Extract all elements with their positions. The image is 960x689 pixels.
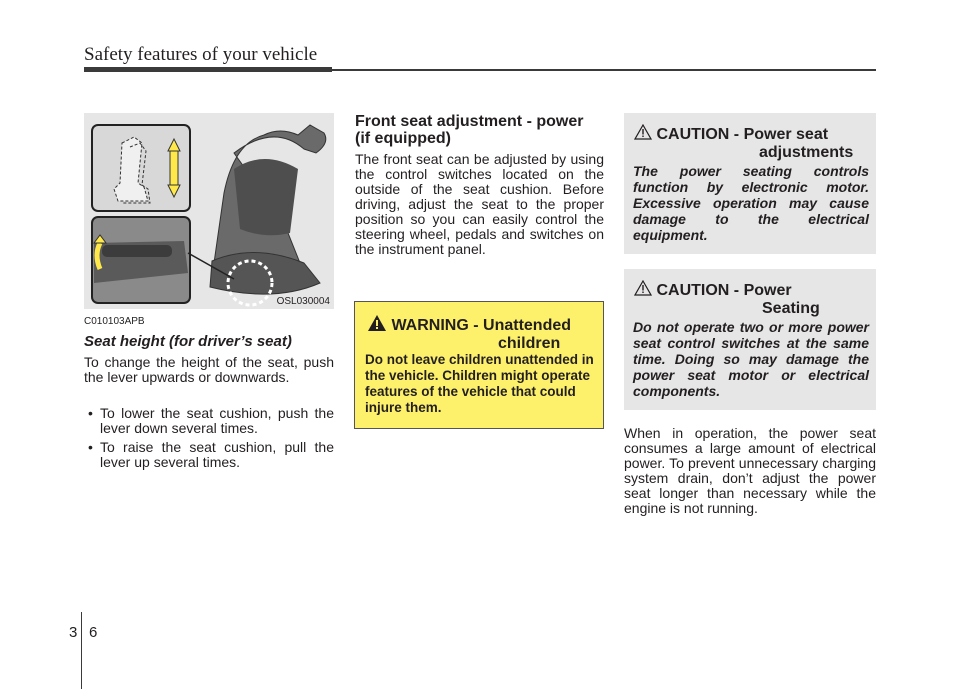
seat-illustration — [84, 113, 334, 309]
figure-code: OSL030004 — [276, 296, 330, 307]
power-seat-heading: Front seat adjustment - power (if equipped) — [355, 113, 584, 147]
power-seat-body: The front seat can be adjusted by using the control switches located on the outside of the seat cushion. Before driving, adjust the seat to the proper position so you can easily control the steering wheel, pedals and switches on the instrument panel. — [355, 151, 604, 257]
list-item: • To raise the seat cushion, pull the lever up several times. — [88, 439, 334, 470]
caution-title: CAUTION - Power seat adjustments — [634, 124, 869, 162]
caution-text: Do not operate two or more power seat control switches at the same time. Doing so may damage the power seat motor or electrical components. — [633, 319, 869, 399]
seat-height-heading: Seat height (for driver’s seat) — [84, 333, 292, 350]
caution-box-adjustments — [624, 113, 876, 254]
warning-box — [354, 301, 604, 429]
caution-box-seating — [624, 269, 876, 410]
seat-height-bullets — [84, 406, 334, 474]
caution-triangle-icon — [634, 280, 652, 296]
footer-divider — [81, 612, 82, 689]
caution-triangle-icon — [634, 124, 652, 140]
page-number: 6 — [89, 624, 98, 641]
list-item: • To lower the seat cushion, push the lever down several times. — [88, 405, 334, 436]
section-code: C010103APB — [84, 316, 145, 327]
seat-height-intro: To change the height of the seat, push the lever upwards or downwards. — [84, 354, 334, 385]
page-header-title: Safety features of your vehicle — [84, 44, 318, 65]
seat-image — [84, 113, 334, 309]
chapter-number: 3 — [69, 624, 78, 641]
warning-title: WARNING - Unattended children — [367, 314, 597, 353]
header-rule — [84, 67, 876, 72]
caution-title: CAUTION - Power Seating — [634, 280, 869, 318]
warning-text: Do not leave children unattended in the vehicle. Children might operate features of the vehicle that could injure them. — [365, 352, 594, 415]
power-seat-note: When in operation, the power seat consumes a large amount of electrical power. To prevent unnecessary charging system drain, don’t adjust the power seat longer than necessary while the engine is not running. — [624, 425, 876, 516]
caution-text: The power seating controls function by electronic motor. Excessive operation may cause damage to the electrical equipment. — [633, 163, 869, 243]
warning-triangle-icon — [367, 314, 387, 332]
